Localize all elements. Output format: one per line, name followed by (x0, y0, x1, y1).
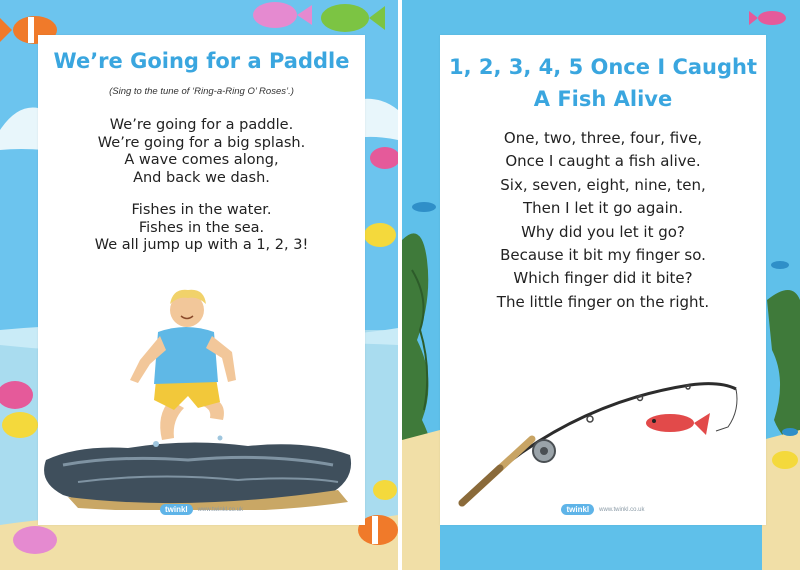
poster-title (440, 51, 766, 115)
blue-fish-icon (412, 202, 436, 212)
twinkl-logo: twinkl (561, 504, 594, 515)
poster-title: We’re Going for a Paddle (53, 49, 350, 73)
boy-paddling-icon (38, 250, 365, 510)
pink-fish-icon (0, 381, 33, 409)
pink-fish-icon (253, 2, 312, 28)
verse-line: A wave comes along, (124, 152, 279, 168)
poster-footer (38, 504, 365, 515)
verse-line: We’re going for a paddle. (109, 117, 294, 133)
song-verse-1 (38, 117, 365, 187)
verse-line: The little finger on the right. (496, 292, 710, 311)
fishing-rod-icon (440, 335, 766, 515)
yellow-fish-icon (364, 223, 396, 247)
verse-line: We’re going for a big splash. (97, 134, 306, 151)
poster-card (38, 35, 365, 525)
poster-card (440, 35, 766, 525)
poster-footer (440, 504, 766, 515)
green-fish-icon (321, 4, 385, 32)
footer-url: www.twinkl.co.uk (197, 506, 244, 513)
song-verse (440, 127, 766, 314)
verse-line: Six, seven, eight, nine, ten, (500, 175, 706, 194)
left-poster (0, 0, 398, 570)
verse-line: And back we dash. (133, 169, 270, 186)
pink-fish-icon (749, 11, 786, 25)
verse-line: Once I caught a fish alive. (505, 152, 701, 171)
poster-title-line: A Fish Alive (533, 87, 673, 111)
footer-url: www.twinkl.co.uk (599, 506, 645, 513)
song-verse-2 (38, 202, 365, 255)
verse-line: Fishes in the water. (131, 202, 272, 218)
twinkl-logo: twinkl (160, 504, 193, 515)
verse-line: Fishes in the sea. (138, 219, 265, 236)
pink-fish-icon (13, 526, 57, 554)
blue-fish-icon (782, 428, 798, 436)
yellow-fish-icon (772, 451, 798, 469)
right-poster (402, 0, 800, 570)
pink-fish-icon (370, 147, 398, 169)
yellow-fish-icon (373, 480, 397, 500)
red-fish-icon (646, 413, 710, 435)
verse-line: Then I let it go again. (522, 199, 684, 218)
verse-line: One, two, three, four, five, (503, 129, 703, 147)
yellow-fish-icon (2, 412, 38, 438)
poster-subtitle: (Sing to the tune of ‘Ring-a-Ring O’ Roses’.) (109, 86, 294, 97)
verse-line: Which finger did it bite? (513, 269, 693, 288)
poster-title-line: 1, 2, 3, 4, 5 Once I Caught (448, 55, 757, 79)
verse-line: Why did you let it go? (521, 222, 685, 241)
verse-line: We all jump up with a 1, 2, 3! (94, 237, 309, 253)
blue-fish-icon (771, 261, 789, 269)
verse-line: Because it bit my finger so. (500, 246, 706, 265)
